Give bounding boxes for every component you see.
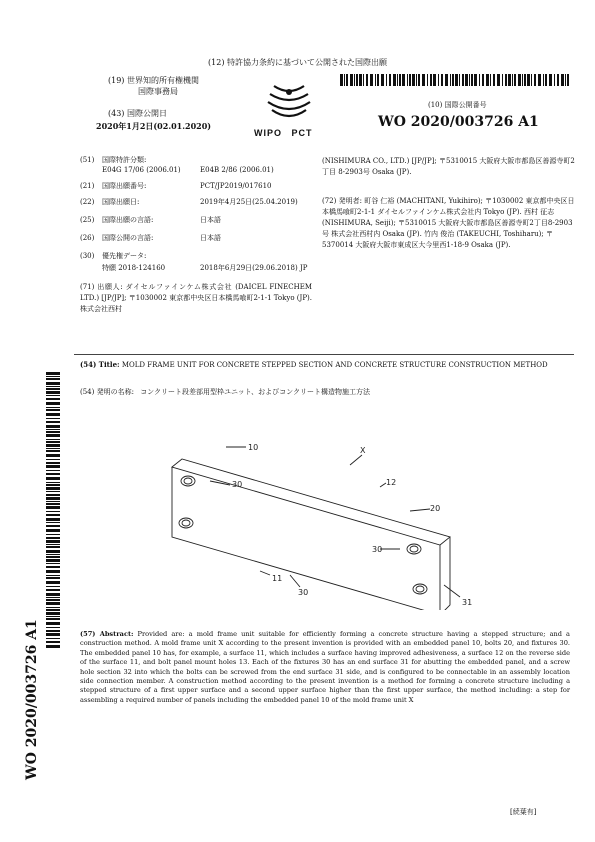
bib-value: 2019年4月25日(25.04.2019) xyxy=(200,198,298,206)
barcode-bar xyxy=(46,627,60,628)
barcode-bar xyxy=(46,421,60,423)
barcode-bar xyxy=(377,74,379,86)
barcode-bar xyxy=(399,74,401,86)
barcode-bar xyxy=(46,593,60,596)
barcode-bar xyxy=(46,522,60,523)
barcode-bar xyxy=(46,444,60,447)
title-ja xyxy=(80,388,570,397)
barcode-bar xyxy=(433,74,436,86)
barcode-bar xyxy=(534,74,536,86)
barcode-bar xyxy=(455,74,458,86)
barcode-bar xyxy=(363,74,364,86)
barcode-bar xyxy=(482,74,484,86)
barcode-bar xyxy=(409,74,411,86)
barcode-bar xyxy=(422,74,425,86)
pct-text: PCT xyxy=(291,128,313,138)
bib-num: (21) xyxy=(80,182,95,190)
barcode-bar xyxy=(46,395,60,396)
title-ja-label: (54) 発明の名称: xyxy=(80,388,134,396)
barcode-bar xyxy=(46,518,60,521)
barcode-bar xyxy=(46,418,60,419)
org-line1: (19) 世界知的所有権機関 xyxy=(108,76,199,85)
barcode-bar xyxy=(402,74,405,86)
barcode-bar xyxy=(46,559,60,562)
barcode-bar xyxy=(46,618,60,620)
barcode-bar xyxy=(438,74,439,86)
barcode-bar xyxy=(46,378,60,380)
barcode-bar xyxy=(474,74,477,86)
barcode-bar xyxy=(46,586,60,587)
barcode-bar xyxy=(493,74,495,86)
fixture-hole xyxy=(413,584,427,594)
panel-top-face xyxy=(172,459,450,545)
bib-label: 特願 2018-124160 xyxy=(102,264,166,272)
barcode-bar xyxy=(46,612,60,615)
bib-label: 国際特許分類: xyxy=(102,156,147,164)
inventors xyxy=(322,196,577,251)
barcode-bar xyxy=(524,74,526,86)
treaty-line: (12) 特許協力条約に基づいて公開された国際出願 xyxy=(208,58,387,67)
barcode-bar xyxy=(46,465,60,468)
barcode-bar xyxy=(389,74,391,86)
barcode-bar xyxy=(46,501,60,502)
barcode-bar xyxy=(366,74,368,86)
barcode-bar xyxy=(46,570,60,573)
side-pub-no: WO 2020/003726 A1 xyxy=(24,619,40,780)
wipo-logo xyxy=(254,76,324,132)
barcode-bar xyxy=(469,74,470,86)
barcode-bar xyxy=(46,391,60,394)
bib-label: 国際出願の言語: xyxy=(102,216,154,224)
barcode-bar xyxy=(46,425,60,428)
barcode-bar xyxy=(46,382,60,385)
barcode-bar xyxy=(46,503,60,505)
barcode-bar xyxy=(46,407,60,408)
side-barcode xyxy=(46,372,60,652)
barcode-bar xyxy=(381,74,384,86)
title-ja-text: コンクリート段差部用型枠ユニット、およびコンクリート構造物施工方法 xyxy=(140,388,370,396)
patent-figure xyxy=(150,425,480,610)
figure-label-30b: 30 xyxy=(372,545,383,554)
bib-label: 国際公開の言語: xyxy=(102,234,154,242)
barcode-bar xyxy=(46,563,60,564)
pub-no: WO 2020/003726 A1 xyxy=(378,114,539,130)
barcode-bar xyxy=(561,74,564,86)
title-en-text: MOLD FRAME UNIT FOR CONCRETE STEPPED SECTION AND CONCRETE STRUCTURE CONSTRUCTION METHOD xyxy=(121,361,548,369)
barcode-bar xyxy=(46,537,60,539)
bib-row xyxy=(80,156,200,165)
bib-row xyxy=(80,252,200,261)
figure-label-x: X xyxy=(360,446,366,455)
barcode-bar xyxy=(386,74,387,86)
barcode-bar xyxy=(450,74,451,86)
barcode-bar xyxy=(46,540,60,543)
barcode-bar xyxy=(46,544,60,545)
bib-row xyxy=(80,234,221,243)
bib-value: E04B 2/86 (2006.01) xyxy=(200,166,274,174)
bib-row xyxy=(80,216,221,225)
bib-row xyxy=(80,166,274,175)
barcode-bar xyxy=(46,388,60,390)
barcode-bar xyxy=(46,431,60,433)
barcode-bar xyxy=(416,74,417,86)
barcode-bar xyxy=(522,74,523,86)
barcode-bar xyxy=(557,74,559,86)
barcode-bar xyxy=(46,439,60,440)
divider xyxy=(74,354,574,355)
barcode-bar xyxy=(46,575,60,576)
title-en-label: (54) Title: xyxy=(80,360,120,369)
barcode-bar xyxy=(554,74,555,86)
barcode-bar xyxy=(46,454,60,457)
abstract-text: Provided are: a mold frame unit suitable for efficiently forming a concrete structure having a stepped structure; and a construction method. A mold frame unit X according to the present invention is provided with an embedded panel 10, bolts 20, and fixtures 30. The embedded panel 10 has, for example, a surface 11, which includes a surface having improved adhesiveness, a surface 12 on the reverse side of the surface 11, and bolt panel mount holes 13. Each of the fixtures 30 has an end surface 31 for abutting the embedded panel, and a screw hole section 32 into which the bolts can be screwed from the end surface 31 side, and is configured to be connectable in an assembly location side connection member. A construction method according to the present invention is a method for forming a concrete structure including a stepped structure of a first upper surface and a second upper surface higher than the first upper surface, the method including: a step for assembling a required number of panels including the embedded panel 10 of the mold frame unit X xyxy=(80,630,570,704)
barcode-bar xyxy=(512,74,513,86)
barcode-bar xyxy=(46,450,60,452)
barcode-bar xyxy=(46,386,60,387)
barcode-bar xyxy=(418,74,420,86)
barcode-bar xyxy=(479,74,480,86)
applicant-cont: (NISHIMURA CO., LTD.) [JP/JP]; 〒5310015 大阪府大阪市都島区善源寺町2丁目 8-2903号 Osaka (JP). xyxy=(322,157,575,176)
barcode-bar xyxy=(393,74,396,86)
barcode-bar xyxy=(46,462,60,464)
barcode-bar xyxy=(46,487,60,490)
barcode-bar xyxy=(46,506,60,509)
barcode-bar xyxy=(545,74,547,86)
figure-label-12: 12 xyxy=(386,478,397,487)
barcode-bar xyxy=(356,74,358,86)
barcode-bar xyxy=(46,511,60,512)
barcode-bar xyxy=(46,630,60,632)
barcode-bar xyxy=(46,497,60,500)
figure-label-31: 31 xyxy=(462,598,473,607)
continued-note: [続葉有] xyxy=(510,808,537,816)
barcode-bar xyxy=(46,609,60,611)
barcode-bar xyxy=(46,448,60,449)
barcode-bar xyxy=(46,477,60,480)
bib-value: 日本語 xyxy=(200,216,221,224)
barcode-bar xyxy=(46,429,60,430)
barcode-bar xyxy=(46,514,60,516)
barcode-bar xyxy=(445,74,448,86)
barcode-bar xyxy=(46,599,60,601)
fixture-hole xyxy=(181,476,195,486)
barcode-bar xyxy=(527,74,530,86)
barcode-bar xyxy=(46,546,60,548)
inventors-text: 発明者: 町谷 仁裕 (MACHITANI, Yukihiro); 〒1030002 東京都中央区日本橋馬喰町2-1-1 ダイセルファインケム株式会社内 Tokyo (JP). 西村 征志 (NISHIMURA, Seiji); 〒5310015 大阪府大阪市都島区善源寺町2丁目8-2903号 株式会社西村内 Osaka (JP). 竹内 俊治 (TAKEUCHI, Toshiharu); 〒5370014 大阪府大阪市東成区大今里西1-18-9 Osaka (JP). xyxy=(322,197,575,249)
barcode-bar xyxy=(46,482,60,483)
barcode-bar xyxy=(452,74,454,86)
barcode-bar xyxy=(531,74,532,86)
barcode-bar xyxy=(46,525,60,527)
barcode-bar xyxy=(344,74,345,86)
figure-label-30: 30 xyxy=(232,480,243,489)
barcode-bar xyxy=(490,74,491,86)
fixture-hole xyxy=(179,518,193,528)
barcode-bar xyxy=(46,566,60,568)
barcode-bar xyxy=(441,74,443,86)
barcode-bar xyxy=(46,581,60,584)
barcode-bar xyxy=(354,74,355,86)
barcode-bar xyxy=(46,459,60,460)
barcode-bar xyxy=(46,645,60,648)
barcode-bar xyxy=(46,413,60,416)
abstract-label: (57) Abstract: xyxy=(80,630,134,638)
barcode-bar xyxy=(505,74,507,86)
barcode-bar xyxy=(465,74,468,86)
bib-value: 2018年6月29日(29.06.2018) JP xyxy=(200,264,308,272)
barcode-bar xyxy=(567,74,569,86)
barcode-bar xyxy=(46,398,60,400)
barcode-bar xyxy=(46,638,60,639)
barcode-bar xyxy=(350,74,353,86)
pub-date-label: (43) 国際公開日 xyxy=(108,109,167,118)
figure-label-30c: 30 xyxy=(298,588,309,597)
org-line2: 国際事務局 xyxy=(138,87,178,96)
barcode-bar xyxy=(518,74,521,86)
barcode-bar xyxy=(430,74,432,86)
applicant xyxy=(80,282,312,315)
barcode-bar xyxy=(340,74,343,86)
bib-label: 国際出願日: xyxy=(102,198,140,206)
barcode-bar xyxy=(538,74,541,86)
barcode-bar xyxy=(46,434,60,437)
bib-row xyxy=(80,264,307,273)
barcode-bar xyxy=(46,441,60,443)
barcode-bar xyxy=(46,372,60,375)
bib-value: PCT/JP2019/017610 xyxy=(200,182,272,190)
barcode-bar xyxy=(375,74,376,86)
barcode-bar xyxy=(46,589,60,591)
bib-label: 優先権データ: xyxy=(102,252,147,260)
barcode-bar xyxy=(549,74,552,86)
barcode-bar xyxy=(46,602,60,605)
barcode-bar xyxy=(46,577,60,579)
bib-value: 日本語 xyxy=(200,234,221,242)
figure-label-11: 11 xyxy=(272,574,283,583)
barcode-bar xyxy=(46,402,60,405)
barcode-bar xyxy=(46,473,60,475)
bib-num: (26) xyxy=(80,234,95,242)
bib-label: E04G 17/06 (2006.01) xyxy=(102,166,181,174)
barcode-bar xyxy=(46,376,60,377)
barcode-bar xyxy=(46,494,60,496)
figure-label-20: 20 xyxy=(430,504,441,513)
barcode-bar xyxy=(46,556,60,558)
barcode-bar xyxy=(46,529,60,532)
figure-label-10: 10 xyxy=(248,443,259,452)
barcode-bar xyxy=(359,74,362,86)
barcode-bar xyxy=(46,550,60,553)
barcode-bar xyxy=(46,470,60,471)
wipo-text: WIPO xyxy=(254,128,282,138)
barcode-bar xyxy=(543,74,544,86)
barcode-bar xyxy=(397,74,398,86)
inventors-num: (72) xyxy=(322,197,337,205)
barcode-bar xyxy=(502,74,503,86)
barcode-bar xyxy=(46,633,60,636)
barcode-bar xyxy=(46,491,60,492)
bib-num: (25) xyxy=(80,216,95,224)
abstract xyxy=(80,630,570,705)
barcode-bar xyxy=(427,74,428,86)
barcode-bar xyxy=(46,554,60,555)
barcode-bar xyxy=(46,622,60,625)
barcode-bar xyxy=(486,74,489,86)
barcode-bar xyxy=(459,74,460,86)
barcode-bar xyxy=(46,484,60,486)
barcode-bar xyxy=(565,74,566,86)
barcode-bar xyxy=(514,74,516,86)
bib-row xyxy=(80,198,298,207)
title-en xyxy=(80,360,570,370)
applicant-text: 出願人: ダイセルファインケム株式会社 (DAICEL FINECHEM LTD.) [JP/JP]; 〒1030002 東京都中央区日本橋馬喰町2-1-1 Tokyo (JP). 株式会社西村 xyxy=(80,283,312,313)
bib-label: 国際出願番号: xyxy=(102,182,147,190)
barcode-bar xyxy=(46,597,60,598)
bib-num: (51) xyxy=(80,156,95,164)
barcode-bar xyxy=(46,409,60,411)
barcode-bar xyxy=(407,74,408,86)
bib-num: (22) xyxy=(80,198,95,206)
fixture-hole xyxy=(407,544,421,554)
barcode-bar xyxy=(370,74,373,86)
barcode-bar xyxy=(46,641,60,643)
barcode-bar xyxy=(471,74,473,86)
barcode-bar xyxy=(46,534,60,535)
barcode-bar xyxy=(508,74,511,86)
pub-date: 2020年1月2日(02.01.2020) xyxy=(96,121,212,131)
applicant-num: (71) xyxy=(80,283,95,291)
barcode-bar xyxy=(412,74,415,86)
barcode-bar xyxy=(46,607,60,608)
top-barcode xyxy=(340,74,570,86)
barcode-bar xyxy=(346,74,348,86)
barcode-bar xyxy=(462,74,464,86)
barcode-bar xyxy=(46,616,60,617)
pub-no-label: (10) 国際公開番号 xyxy=(428,101,487,109)
bib-num: (30) xyxy=(80,252,95,260)
barcode-bar xyxy=(497,74,500,86)
bib-row xyxy=(80,182,272,191)
